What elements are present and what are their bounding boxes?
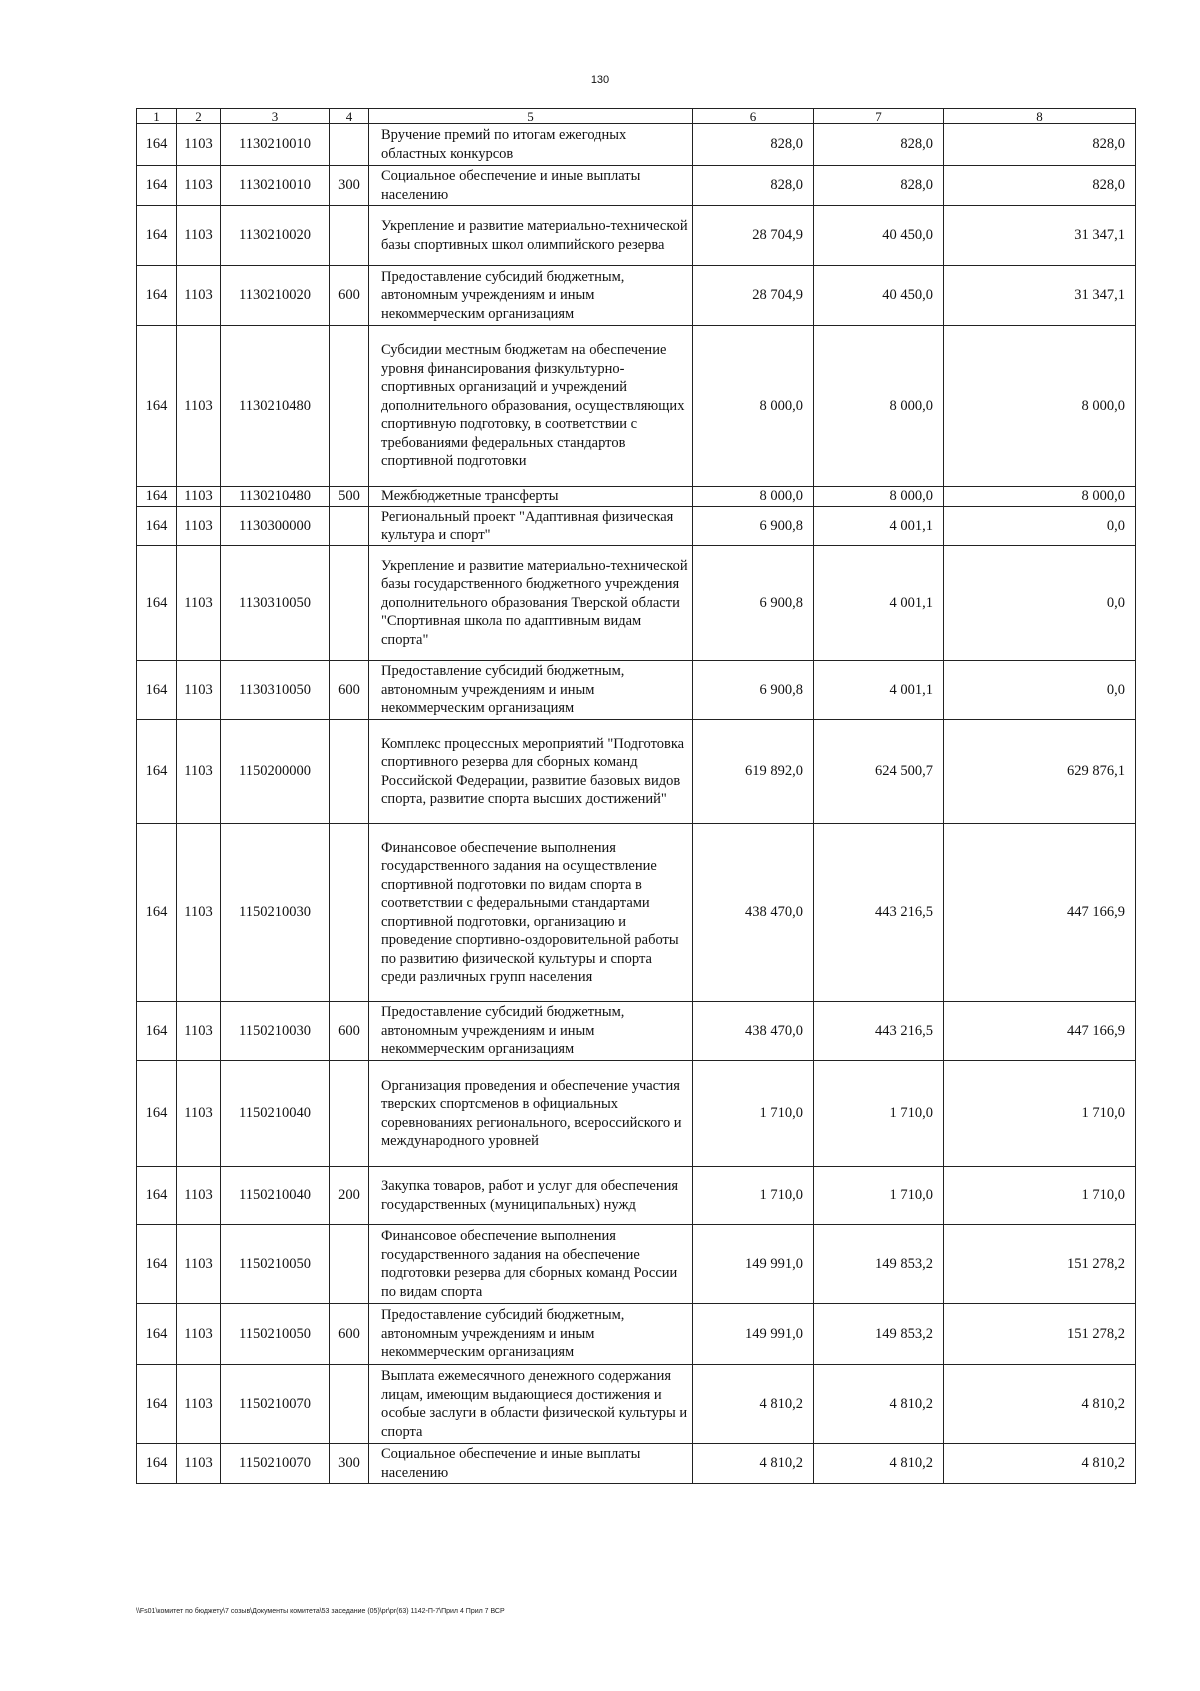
cell-amount-year-3: 4 810,2	[944, 1444, 1136, 1484]
cell-amount-year-1: 438 470,0	[693, 824, 814, 1002]
cell-amount-year-1: 149 991,0	[693, 1225, 814, 1304]
cell-expense-type	[330, 1365, 369, 1444]
cell-target-article: 1130310050	[221, 546, 330, 661]
cell-expense-type	[330, 326, 369, 487]
cell-amount-year-3: 0,0	[944, 507, 1136, 546]
table-row	[137, 1304, 1136, 1365]
table-row	[137, 1225, 1136, 1304]
cell-section-code: 1103	[177, 1002, 221, 1061]
cell-amount-year-3: 629 876,1	[944, 720, 1136, 824]
cell-description: Предоставление субсидий бюджетным, автономным учреждениям и иным некоммерческим организациям	[369, 661, 693, 720]
cell-description: Региональный проект "Адаптивная физическая культура и спорт"	[369, 507, 693, 546]
cell-amount-year-3: 828,0	[944, 124, 1136, 166]
cell-amount-year-2: 443 216,5	[814, 824, 944, 1002]
cell-expense-type	[330, 824, 369, 1002]
table-row	[137, 166, 1136, 206]
cell-target-article: 1150210040	[221, 1167, 330, 1225]
header-col-7: 7	[814, 109, 944, 124]
cell-section-code: 1103	[177, 487, 221, 507]
table-row	[137, 824, 1136, 1002]
cell-ministry-code: 164	[137, 166, 177, 206]
cell-ministry-code: 164	[137, 124, 177, 166]
cell-description: Вручение премий по итогам ежегодных областных конкурсов	[369, 124, 693, 166]
cell-amount-year-1: 28 704,9	[693, 206, 814, 266]
cell-ministry-code: 164	[137, 1304, 177, 1365]
header-col-1: 1	[137, 109, 177, 124]
cell-description: Социальное обеспечение и иные выплаты населению	[369, 1444, 693, 1484]
cell-amount-year-2: 40 450,0	[814, 206, 944, 266]
cell-amount-year-3: 31 347,1	[944, 206, 1136, 266]
cell-expense-type: 600	[330, 1304, 369, 1365]
cell-target-article: 1150210040	[221, 1061, 330, 1167]
cell-amount-year-3: 8 000,0	[944, 487, 1136, 507]
cell-target-article: 1150210070	[221, 1444, 330, 1484]
header-col-3: 3	[221, 109, 330, 124]
cell-section-code: 1103	[177, 1167, 221, 1225]
cell-target-article: 1150210030	[221, 1002, 330, 1061]
cell-target-article: 1150210050	[221, 1304, 330, 1365]
cell-section-code: 1103	[177, 326, 221, 487]
cell-description: Закупка товаров, работ и услуг для обеспечения государственных (муниципальных) нужд	[369, 1167, 693, 1225]
cell-ministry-code: 164	[137, 1061, 177, 1167]
cell-description: Финансовое обеспечение выполнения государственного задания на осуществление спортивной подготовки по видам спорта в соответствии с федеральными стандартами спортивной подготовки, организацию и проведение спортивно-оздоровительной работы по развитию физической культуры и спорта среди различных групп населения	[369, 824, 693, 1002]
cell-target-article: 1130210020	[221, 266, 330, 326]
cell-amount-year-2: 4 001,1	[814, 661, 944, 720]
cell-expense-type	[330, 1061, 369, 1167]
cell-amount-year-1: 1 710,0	[693, 1167, 814, 1225]
cell-ministry-code: 164	[137, 1002, 177, 1061]
cell-description: Укрепление и развитие материально-технической базы спортивных школ олимпийского резерва	[369, 206, 693, 266]
cell-amount-year-2: 4 810,2	[814, 1365, 944, 1444]
cell-amount-year-3: 0,0	[944, 661, 1136, 720]
cell-expense-type	[330, 206, 369, 266]
cell-target-article: 1150200000	[221, 720, 330, 824]
page-number: 130	[590, 74, 610, 86]
cell-amount-year-2: 828,0	[814, 166, 944, 206]
cell-ministry-code: 164	[137, 1444, 177, 1484]
table-row	[137, 1061, 1136, 1167]
table-row	[137, 266, 1136, 326]
budget-table	[136, 108, 1136, 1484]
cell-amount-year-2: 4 001,1	[814, 546, 944, 661]
cell-expense-type: 600	[330, 1002, 369, 1061]
cell-section-code: 1103	[177, 661, 221, 720]
budget-table-container	[136, 108, 1135, 1484]
cell-target-article: 1150210050	[221, 1225, 330, 1304]
cell-section-code: 1103	[177, 206, 221, 266]
cell-target-article: 1150210070	[221, 1365, 330, 1444]
cell-amount-year-3: 4 810,2	[944, 1365, 1136, 1444]
cell-ministry-code: 164	[137, 1225, 177, 1304]
cell-description: Комплекс процессных мероприятий "Подготовка спортивного резерва для сборных команд Российской Федерации, развитие базовых видов спорта, развитие спорта высших достижений"	[369, 720, 693, 824]
cell-amount-year-2: 828,0	[814, 124, 944, 166]
cell-expense-type: 200	[330, 1167, 369, 1225]
cell-ministry-code: 164	[137, 487, 177, 507]
table-row	[137, 1365, 1136, 1444]
cell-target-article: 1130300000	[221, 507, 330, 546]
cell-amount-year-2: 443 216,5	[814, 1002, 944, 1061]
cell-amount-year-1: 4 810,2	[693, 1365, 814, 1444]
cell-expense-type	[330, 720, 369, 824]
header-col-5: 5	[369, 109, 693, 124]
cell-description: Укрепление и развитие материально-технической базы государственного бюджетного учреждения дополнительного образования Тверской области "Спортивная школа по адаптивным видам спорта"	[369, 546, 693, 661]
cell-section-code: 1103	[177, 1061, 221, 1167]
cell-amount-year-2: 4 001,1	[814, 507, 944, 546]
cell-amount-year-1: 28 704,9	[693, 266, 814, 326]
cell-target-article: 1130310050	[221, 661, 330, 720]
cell-amount-year-2: 1 710,0	[814, 1167, 944, 1225]
table-row	[137, 1444, 1136, 1484]
cell-target-article: 1130210010	[221, 166, 330, 206]
cell-amount-year-1: 6 900,8	[693, 661, 814, 720]
cell-description: Субсидии местным бюджетам на обеспечение уровня финансирования физкультурно-спортивных организаций и учреждений дополнительного образования, осуществляющих спортивную подготовку, в соответствии с требованиями федеральных стандартов спортивной подготовки	[369, 326, 693, 487]
cell-description: Финансовое обеспечение выполнения государственного задания на обеспечение подготовки резерва для сборных команд России по видам спорта	[369, 1225, 693, 1304]
cell-description: Предоставление субсидий бюджетным, автономным учреждениям и иным некоммерческим организациям	[369, 1304, 693, 1365]
cell-section-code: 1103	[177, 266, 221, 326]
cell-amount-year-1: 619 892,0	[693, 720, 814, 824]
cell-section-code: 1103	[177, 546, 221, 661]
cell-amount-year-3: 1 710,0	[944, 1061, 1136, 1167]
cell-target-article: 1130210020	[221, 206, 330, 266]
header-col-2: 2	[177, 109, 221, 124]
table-header-row	[137, 109, 1136, 124]
cell-section-code: 1103	[177, 124, 221, 166]
cell-amount-year-3: 151 278,2	[944, 1304, 1136, 1365]
cell-ministry-code: 164	[137, 266, 177, 326]
cell-ministry-code: 164	[137, 206, 177, 266]
table-row	[137, 720, 1136, 824]
table-row	[137, 124, 1136, 166]
table-header	[137, 109, 1136, 124]
cell-section-code: 1103	[177, 166, 221, 206]
cell-target-article: 1130210480	[221, 326, 330, 487]
table-row	[137, 487, 1136, 507]
cell-amount-year-2: 40 450,0	[814, 266, 944, 326]
cell-ministry-code: 164	[137, 661, 177, 720]
cell-ministry-code: 164	[137, 1167, 177, 1225]
cell-amount-year-3: 447 166,9	[944, 824, 1136, 1002]
cell-amount-year-1: 438 470,0	[693, 1002, 814, 1061]
cell-ministry-code: 164	[137, 824, 177, 1002]
cell-expense-type: 300	[330, 166, 369, 206]
cell-section-code: 1103	[177, 1365, 221, 1444]
cell-amount-year-1: 828,0	[693, 124, 814, 166]
cell-amount-year-1: 1 710,0	[693, 1061, 814, 1167]
cell-expense-type: 600	[330, 661, 369, 720]
header-col-6: 6	[693, 109, 814, 124]
cell-amount-year-3: 0,0	[944, 546, 1136, 661]
cell-section-code: 1103	[177, 1304, 221, 1365]
cell-expense-type: 600	[330, 266, 369, 326]
cell-amount-year-3: 1 710,0	[944, 1167, 1136, 1225]
cell-amount-year-1: 8 000,0	[693, 326, 814, 487]
cell-expense-type	[330, 546, 369, 661]
table-row	[137, 206, 1136, 266]
header-col-4: 4	[330, 109, 369, 124]
cell-target-article: 1150210030	[221, 824, 330, 1002]
cell-amount-year-2: 149 853,2	[814, 1304, 944, 1365]
cell-amount-year-1: 4 810,2	[693, 1444, 814, 1484]
cell-amount-year-3: 828,0	[944, 166, 1136, 206]
cell-description: Предоставление субсидий бюджетным, автономным учреждениям и иным некоммерческим организациям	[369, 1002, 693, 1061]
cell-description: Межбюджетные трансферты	[369, 487, 693, 507]
cell-amount-year-3: 447 166,9	[944, 1002, 1136, 1061]
cell-description: Организация проведения и обеспечение участия тверских спортсменов в официальных соревнованиях регионального, всероссийского и международного уровней	[369, 1061, 693, 1167]
cell-expense-type	[330, 124, 369, 166]
cell-ministry-code: 164	[137, 507, 177, 546]
cell-section-code: 1103	[177, 1225, 221, 1304]
table-body	[137, 124, 1136, 1484]
cell-amount-year-2: 8 000,0	[814, 487, 944, 507]
header-col-8: 8	[944, 109, 1136, 124]
cell-ministry-code: 164	[137, 1365, 177, 1444]
cell-target-article: 1130210480	[221, 487, 330, 507]
cell-amount-year-3: 8 000,0	[944, 326, 1136, 487]
cell-description: Предоставление субсидий бюджетным, автономным учреждениям и иным некоммерческим организациям	[369, 266, 693, 326]
cell-amount-year-1: 8 000,0	[693, 487, 814, 507]
cell-amount-year-1: 828,0	[693, 166, 814, 206]
cell-amount-year-1: 6 900,8	[693, 507, 814, 546]
cell-ministry-code: 164	[137, 546, 177, 661]
cell-expense-type	[330, 1225, 369, 1304]
table-row	[137, 326, 1136, 487]
table-row	[137, 507, 1136, 546]
cell-section-code: 1103	[177, 507, 221, 546]
cell-expense-type: 300	[330, 1444, 369, 1484]
cell-expense-type	[330, 507, 369, 546]
cell-amount-year-2: 8 000,0	[814, 326, 944, 487]
cell-section-code: 1103	[177, 824, 221, 1002]
cell-amount-year-1: 149 991,0	[693, 1304, 814, 1365]
cell-description: Выплата ежемесячного денежного содержания лицам, имеющим выдающиеся достижения и особые заслуги в области физической культуры и спорта	[369, 1365, 693, 1444]
cell-ministry-code: 164	[137, 720, 177, 824]
table-row	[137, 1002, 1136, 1061]
cell-expense-type: 500	[330, 487, 369, 507]
cell-ministry-code: 164	[137, 326, 177, 487]
cell-target-article: 1130210010	[221, 124, 330, 166]
cell-amount-year-2: 4 810,2	[814, 1444, 944, 1484]
table-row	[137, 546, 1136, 661]
table-row	[137, 1167, 1136, 1225]
cell-section-code: 1103	[177, 720, 221, 824]
footer-file-path: \\Fs01\комитет по бюджету\7 созыв\Документы комитета\53 заседание (05)\pr\pr(63) 1142-П-7\Прил 4 Прил 7 ВСР	[136, 1608, 505, 1615]
table-row	[137, 661, 1136, 720]
cell-description: Социальное обеспечение и иные выплаты населению	[369, 166, 693, 206]
cell-amount-year-2: 149 853,2	[814, 1225, 944, 1304]
cell-amount-year-2: 624 500,7	[814, 720, 944, 824]
cell-section-code: 1103	[177, 1444, 221, 1484]
cell-amount-year-3: 31 347,1	[944, 266, 1136, 326]
cell-amount-year-2: 1 710,0	[814, 1061, 944, 1167]
cell-amount-year-1: 6 900,8	[693, 546, 814, 661]
cell-amount-year-3: 151 278,2	[944, 1225, 1136, 1304]
